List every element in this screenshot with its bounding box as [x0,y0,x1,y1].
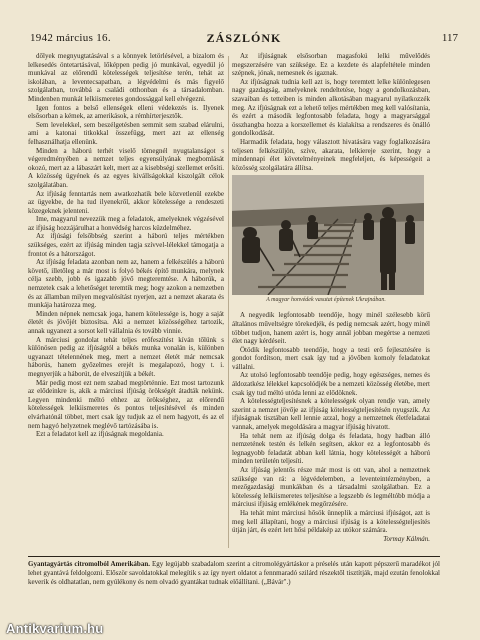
paragraph: A kötelességteljesítésnek a kötelességek olyan rendje van, amely szerint a nemzet jövője az ifjúság kötelességteljesítésén nyugszik. Az ifjúságnak tisztában kell lennie azzal, hogy a nemzetnek életfeladatai vannak, amelyek megoldására a magyar ifjúság hivatott. [232,397,430,432]
left-column [28,52,224,552]
page-header [30,30,458,48]
paragraph: Már pedig most ezt nem szabad megtörténnie. Ezt most tartozunk az elődeinkre is, akik a márciusi ifjúság örökségét átadták nekünk. Legyen mindenki méltó ehhez az örökséghez, az előrendű kötelességek lelkiismeretes és pontos teljesítésével és minden elvárhatónál többet, mert csak így tudjuk az el nem hagyott, és az el nem hagyó helyzetnek meglévő tartózásába is. [28,378,224,430]
magazine-title: ZÁSZLÓNK [206,31,282,45]
footer-text: Egy legújabb szabadalom szerint a citromolégyártáskor a préselés után kapott pépszerű maradékot jól lehet gyantává feldolgozni. Először savoldatokkal melegítik s az így nyert oldatot a fennmaradó szilárd részektől tisztítják, majd ezután fenolokkal keverik és oldhatatlan, nem gyúlékony és nem olvadó gyantákat tudnak előállítani. („Bávár".) [28,560,440,586]
railway-workers-photo [232,175,424,295]
page-number: 117 [441,32,458,44]
footer-rule [28,556,440,557]
paragraph: A márciusi gondolat tehát teljes erőfeszítést kíván tőlünk s különösen pedig az ifjúságtól a békés munka vonalán is, különben ugyanazt tételennének meg, mert a nemzet életét már nemcsak háborús, hanem győzelmes erejét is megalapozó, hogy t. i. megnyerjük a háborút, de elveszítjük a békét. [28,335,224,378]
paragraph: Ha tehát mint márciusi hősök ünneplik a márciusi ifjúságot, azt is meg kell állapítani, hogy a márciusi ifjúság is a kötelességteljesítés útján járt, és ezért lett hősi példakép az utókor számára. [232,508,430,535]
footer-title: Gyantagyártás citromolból Amerikában. [28,560,150,568]
watermark: Antikvarium.hu [6,621,104,636]
photo-caption: A magyar honvédek vasutat építenek Ukrajnában. [266,297,386,304]
paragraph: Ha tehát nem az ifjúság dolga és feladata, hogy hadban álló nemzetének testén és lelkén segítsen, akkor ez a legfontosabb és legnagyobb feladatát abban kell látnia, hogy kötelességét a háború minden területén teljesíti. [232,431,430,466]
right-column [232,52,430,552]
paragraph: Az ifjúság feladata azonban nem az, hanem a felkészülés a háború követő, illetőleg a már most is folyó békés építő munkára, melynek célja szebb, jobb és igazabb jövő megteremtése. A háborúk, a nemzetek csak a lehetőséget teremtik meg; hogy azokon a nemzetben és az államban milyen megvalósítást nyerjen, azt a nemzet akarata és munkája határozza meg. [28,258,224,310]
paragraph: Ime, magyarul nevezzük meg a feladatok, amelyeknek végzésével az ifjúság hozzájárulhat a honvédség harcos küzdelméhez. [28,215,224,232]
footer-notice [28,560,440,610]
paragraph: Az ifjúsági felsőbbség szerint a háború teljes mértékben szükséges, ezért az ifjúság minden tagja szívvel-lélekkel támogatja a frontot és a hátországot. [28,232,224,258]
paragraph: Igen fontos a belső ellenségek elleni védekezés is. Ilyenek elsősorban a kémek, az amerikások, a rémhírterjesztők. [28,103,224,121]
paragraph: Minden népnek nemcsak joga, hanem kötelessége is, hogy a saját életét és jövőjét biztosítsa. Aki a nemzet közösségéhez tartozik, annak ugyanezt a sorsot kell vállalnia és tovább vinnie. [28,309,224,335]
paragraph: Ötödik legfontosabb teendője, hogy a testi erő fejlesztésére is gondot fordítson, mert csak így tud a jövőben komoly feladatokat vállalni. [232,345,430,371]
paragraph: dőlyek megnyugtatásával s a könnyek letörlésével, a bizalom és lelkesedés öntetartásával, lőképpen pedig jó munkával, egyedül jó munkával az előrendű kötelességek teljesítése terén, tehát az iskolában, a leventecsapatban, a légvédelmi és más figyelő szolgálatban, továbbá a családi otthonban és a társadalomban. Mindenben munkát lelkiismeretes gondossággal kell elvégezni. [28,52,224,103]
issue-date: 1942 március 16. [30,32,111,44]
paragraph: Ezt a feladatot kell az ifjúságnak megoldania. [36,430,164,439]
author-signature: Tormay Kálmán. [383,534,430,543]
paragraph: Az ifjúságnak tudnia kell azt is, hogy teremtett lelke különlegesen nagy gazdagság, amelyeknek rendeltetése, hogy a gondolkozásban, szavaiban és tetteiben is minden alkotásában magyarul nyilatkozzék meg. Az ifjúságnak ezt a lehető teljes mértékben meg kell valósítania, és ezért a második legfontosabb feladata, hogy a magyarsággal összhangba hozza a korszellemet és kialakítsa a rendszeres és önálló gondolkodását. [232,77,430,138]
photo-block [232,175,424,307]
paragraph: Az ifjúság fenntartás nem awatkozhatik bele közvetlenül ezekbe az ügyekbe, de ha tud ilyenekről, akkor kötelessége a rendeszeti közegeknek jelenteni. [28,189,224,215]
paragraph: Harmadik feladata, hogy választott hivatására vagy foglalkozására teljesen felkészüljön, szíve, akarata, lelkiereje szerint, hogy a mindennapi élet követelményeinek megfeleljen, és képességeit a közösség szolgálatára állítsa. [232,137,430,172]
paragraph: Az ifjúság jelentős része már most is ott van, ahol a nemzetnek szüksége van rá: a légvédelemben, a leventeintézményben, a mezőgazdasági munkákban és a társadalmi szolgálatban. Ez a kötelesség lelkiismeretes teljesítése a legszebb és legméltóbb módja a márciusi ifjúság emlékének megőrzésére. [232,466,430,509]
paragraph: Minden a háború terhét viselő tömegnél nyugtalanságot s végeredményében a nemzet teljes egyensúlyának megbomlását okozó, mert az a lábaszárt kelt, mert az a kisebbségi szellemet erősíti. A közösség ügyének és az egyes kivállságokkal kiszolgált célok szolgálatában. [28,146,224,189]
column-divider [228,56,229,548]
paragraph: Az utolsó legfontosabb teendője pedig, hogy egészséges, nemes és áldozatkész lélekkel kapcsolódjék be a nemzeti közösség életébe, mert csak így tud méltó utóda lenni az elődöknek. [232,371,430,397]
paragraph: Sem levelekkel, sem beszélgetésben semmit sem szabad elárulni, ami a katonai titkokkal összefügg, mert azt az ellenség felhasználhatja ellenünk. [28,120,224,146]
paragraph: Az ifjúságnak elsősorban magasfokú lelki művelődés megszerzésére van szüksége. Ez a kezdete és alapfeltétele minden szépnek, jónak, nemesnek és igaznak. [232,52,430,78]
paragraph: A negyedik legfontosabb teendője, hogy minél szélesebb körű általános műveltségre törekedjék, és pedig nemcsak azért, hogy minél többet tudjon, hanem azért is, hogy annál jobban megértse a nemzeti élet nagy kérdéseit. [232,311,430,346]
